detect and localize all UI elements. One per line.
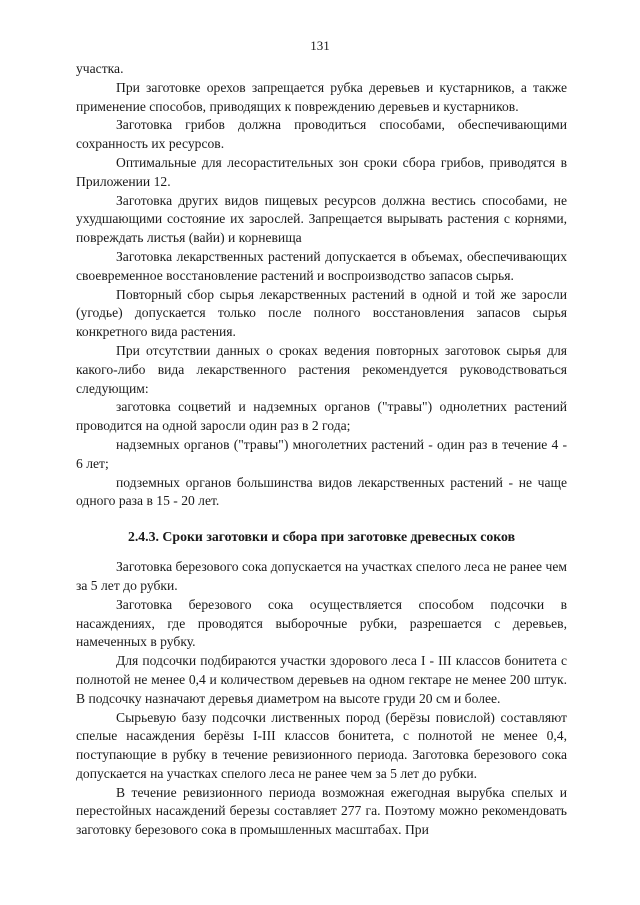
- paragraph-food-resources: Заготовка других видов пищевых ресурсов должна вестись способами, не ухудшающими состояние их зарослей. Запрещается вырывать растения с корнями, повреждать листья (вайи) и корневища: [76, 192, 567, 246]
- list-item-underground-organs: подземных органов большинства видов лекарственных растений - не чаще одного раза в 15 - 20 лет.: [76, 474, 567, 509]
- paragraph-raw-material-base: Сырьевую базу подсочки лиственных пород (берёзы повислой) составляют спелые насаждения берёзы I-III классов бонитета, с полнотой не менее 0,4, поступающие в рубку в течение ревизионного периода. Заготовка березового сока допускается на участках спелого леса не ранее чем за 5 лет до рубки.: [76, 709, 567, 781]
- paragraph-medicinal-plants: Заготовка лекарственных растений допускается в объемах, обеспечивающих своевременное восстановление растений и воспроизводство запасов сырья.: [76, 248, 567, 283]
- paragraph-tapping-sites: Для подсочки подбираются участки здорового леса I - III классов бонитета с полнотой не менее 0,4 и количеством деревьев на одном гектаре не менее 200 штук. В подсочку назначают деревья диаметром на высоте груди 20 см и более.: [76, 653, 567, 706]
- paragraph-mushroom-harvest: Заготовка грибов должна проводиться способами, обеспечивающими сохранность их ресурсов.: [76, 117, 567, 152]
- section-heading: 2.4.3. Сроки заготовки и сбора при заготовке древесных соков: [127, 529, 516, 545]
- page-number: 131: [310, 38, 330, 53]
- page-content: [76, 60, 567, 840]
- paragraph-birch-sap-timing: Заготовка березового сока допускается на участках спелого леса не ранее чем за 5 лет до рубки.: [76, 559, 567, 593]
- paragraph-birch-sap-method: Заготовка березового сока осуществляется способом подсочки в насаждениях, где проводятся выборочные рубки, разрешается с деревьев, намеченных в рубку.: [76, 596, 567, 650]
- paragraph-mushroom-periods: Оптимальные для лесорастительных зон сроки сбора грибов, приводятся в Приложении 12.: [76, 154, 567, 189]
- list-item-annual-plants: заготовка соцветий и надземных органов ("травы") однолетних растений проводится на одной заросли один раз в 2 года;: [76, 399, 567, 434]
- paragraph-no-data-guidance: При отсутствии данных о сроках ведения повторных заготовок сырья для какого-либо вида лекарственного растения рекомендуется руководствоваться следующим:: [76, 342, 567, 396]
- paragraph-annual-felling: В течение ревизионного периода возможная ежегодная вырубка спелых и перестойных насаждений березы составляет 277 га. Поэтому можно рекомендовать заготовку березового сока в промышленных масштабах. При: [76, 784, 567, 838]
- list-item-perennial-plants: надземных органов ("травы") многолетних растений - один раз в течение 4 - 6 лет;: [76, 436, 567, 471]
- paragraph-repeat-collection: Повторный сбор сырья лекарственных растений в одной и той же заросли (угодье) допускается только после полного восстановления запасов сырья конкретного вида растения.: [76, 286, 567, 340]
- paragraph-continuation: участка.: [76, 61, 124, 76]
- paragraph-nuts-harvest: При заготовке орехов запрещается рубка деревьев и кустарников, а также применение способов, приводящих к повреждению деревьев и кустарников.: [76, 79, 567, 114]
